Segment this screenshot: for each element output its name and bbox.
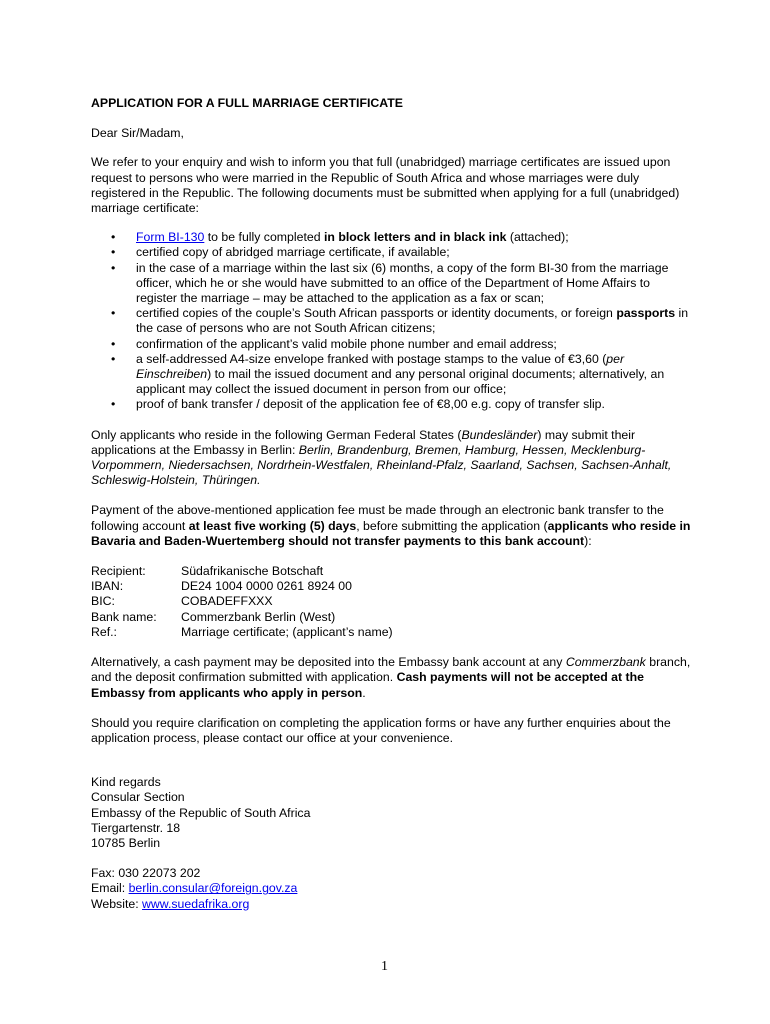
list-item <box>91 306 691 336</box>
paragraph-bold: applicants who reside in Bavaria and Baden-Wuertemberg should not transfer payments to this bank account <box>91 518 691 548</box>
list-item-italic: per Einschreiben <box>136 351 625 382</box>
list-item-text: confirmation of the applicant’s valid mobile phone number and email address; <box>136 336 557 351</box>
states-list: Berlin, Brandenburg, Bremen, Hamburg, Hessen, Mecklenburg-Vorpommern, Niedersachsen, Nordrhein-Westfalen, Rheinland-Pfalz, Saarland, Sachsen, Sachsen-Anhalt, Schleswig-Holstein, Thüringen. <box>91 442 672 488</box>
bullet-icon: • <box>111 336 116 351</box>
fax-number: Fax: 030 22073 202 <box>91 866 201 881</box>
list-item-bold: passports <box>616 306 676 321</box>
required-documents-list <box>91 230 691 412</box>
bullet-icon: • <box>111 260 116 275</box>
paragraph-text: Only applicants who reside in the following German Federal States ( <box>91 427 462 442</box>
bank-value: Commerzbank Berlin (West) <box>181 609 336 624</box>
federal-states-paragraph <box>91 428 691 489</box>
list-item <box>91 261 691 307</box>
list-item <box>91 245 691 260</box>
bank-row-bank-name <box>91 610 691 625</box>
closing: Kind regards <box>91 775 161 790</box>
bank-value: Marriage certificate; (applicant’s name) <box>181 624 393 639</box>
bank-row-ref <box>91 625 691 640</box>
bullet-icon: • <box>111 306 116 321</box>
website-label: Website: <box>91 896 143 911</box>
page-number: 1 <box>381 959 388 974</box>
list-item <box>91 352 691 398</box>
bank-value: COBADEFFXXX <box>181 594 273 609</box>
paragraph-text: Alternatively, a cash payment may be deposited into the Embassy bank account at any <box>91 655 566 670</box>
cash-payment-paragraph <box>91 655 691 701</box>
paragraph-text: ): <box>584 533 592 548</box>
document-title: APPLICATION FOR A FULL MARRIAGE CERTIFICATE <box>91 96 403 110</box>
bank-details <box>91 564 691 640</box>
form-bi-130-link[interactable]: Form BI-130 <box>136 230 205 245</box>
bank-label: Ref.: <box>91 624 117 639</box>
list-item-text: ) to mail the issued document and any personal original documents; alternatively, an applicant may collect the issued document in person from our office; <box>136 367 665 397</box>
paragraph-text: branch, and the deposit confirmation submitted with application. <box>91 655 691 685</box>
list-item-text: (attached); <box>506 230 569 245</box>
list-item <box>91 337 691 352</box>
letter-body <box>91 96 691 912</box>
list-item-text: certified copy of abridged marriage certificate, if available; <box>136 245 450 260</box>
list-item-text: in the case of a marriage within the last six (6) months, a copy of the form BI-30 from the marriage officer, which he or she would have submitted to an office of the Department of Home Affairs to register the marriage – may be attached to the application as a fax or scan; <box>136 260 669 306</box>
sender-city: 10785 Berlin <box>91 835 161 850</box>
paragraph-bold: at least five working (5) days <box>188 518 357 533</box>
bank-row-iban <box>91 579 691 594</box>
signature-block <box>91 775 691 851</box>
bullet-icon: • <box>111 351 116 366</box>
bank-value: Südafrikanische Botschaft <box>181 564 324 579</box>
email-line <box>91 881 691 896</box>
list-item-text: a self-addressed A4-size envelope franked with postage stamps to the value of €3,60 ( <box>136 351 607 366</box>
paragraph-text: , before submitting the application ( <box>356 518 548 533</box>
paragraph-italic: Bundesländer <box>461 427 538 442</box>
bullet-icon: • <box>111 397 116 412</box>
bank-value: DE24 1004 0000 0261 8924 00 <box>181 579 352 594</box>
bank-label: Recipient: <box>91 564 146 579</box>
bullet-icon: • <box>111 230 116 245</box>
salutation: Dear Sir/Madam, <box>91 126 184 141</box>
bank-label: BIC: <box>91 594 115 609</box>
paragraph-italic: Commerzbank <box>565 655 646 670</box>
paragraph-bold: Cash payments will not be accepted at the Embassy from applicants who apply in person <box>91 670 644 700</box>
bank-label: Bank name: <box>91 609 157 624</box>
sender-embassy: Embassy of the Republic of South Africa <box>91 805 311 820</box>
list-item-text: to be fully completed <box>204 230 324 245</box>
paragraph-text: ) may submit their applications at the Embassy in Berlin: <box>91 427 636 457</box>
payment-paragraph <box>91 503 691 549</box>
paragraph-text: . <box>362 685 366 700</box>
list-item <box>91 230 691 245</box>
list-item-text: proof of bank transfer / deposit of the application fee of €8,00 e.g. copy of transfer slip. <box>136 397 605 412</box>
website-link[interactable]: www.suedafrika.org <box>142 896 250 911</box>
email-link[interactable]: berlin.consular@foreign.gov.za <box>128 881 298 896</box>
sender-section: Consular Section <box>91 790 185 805</box>
bank-row-bic <box>91 594 691 609</box>
list-item-text: in the case of persons who are not South African citizens; <box>136 306 689 336</box>
bank-label: IBAN: <box>91 579 124 594</box>
paragraph-text: Payment of the above-mentioned application fee must be made through an electronic bank transfer to the following account <box>91 503 664 533</box>
list-item-bold: in block letters and in black ink <box>323 230 507 245</box>
clarification-paragraph: Should you require clarification on completing the application forms or have any further enquiries about the application process, please contact our office at your convenience. <box>91 715 671 745</box>
email-label: Email: <box>91 881 129 896</box>
intro-paragraph: We refer to your enquiry and wish to inform you that full (unabridged) marriage certificates are issued upon request to persons who were married in the Republic of South Africa and whose marriages were duly registered in the Republic. The following documents must be submitted when applying for a full (unabridged) marriage certificate: <box>91 155 680 216</box>
contact-block <box>91 866 691 912</box>
bullet-icon: • <box>111 245 116 260</box>
bank-row-recipient <box>91 564 691 579</box>
list-item-text: certified copies of the couple’s South African passports or identity documents, or foreign <box>136 306 617 321</box>
sender-street: Tiergartenstr. 18 <box>91 820 181 835</box>
list-item <box>91 397 691 412</box>
website-line <box>91 897 691 912</box>
